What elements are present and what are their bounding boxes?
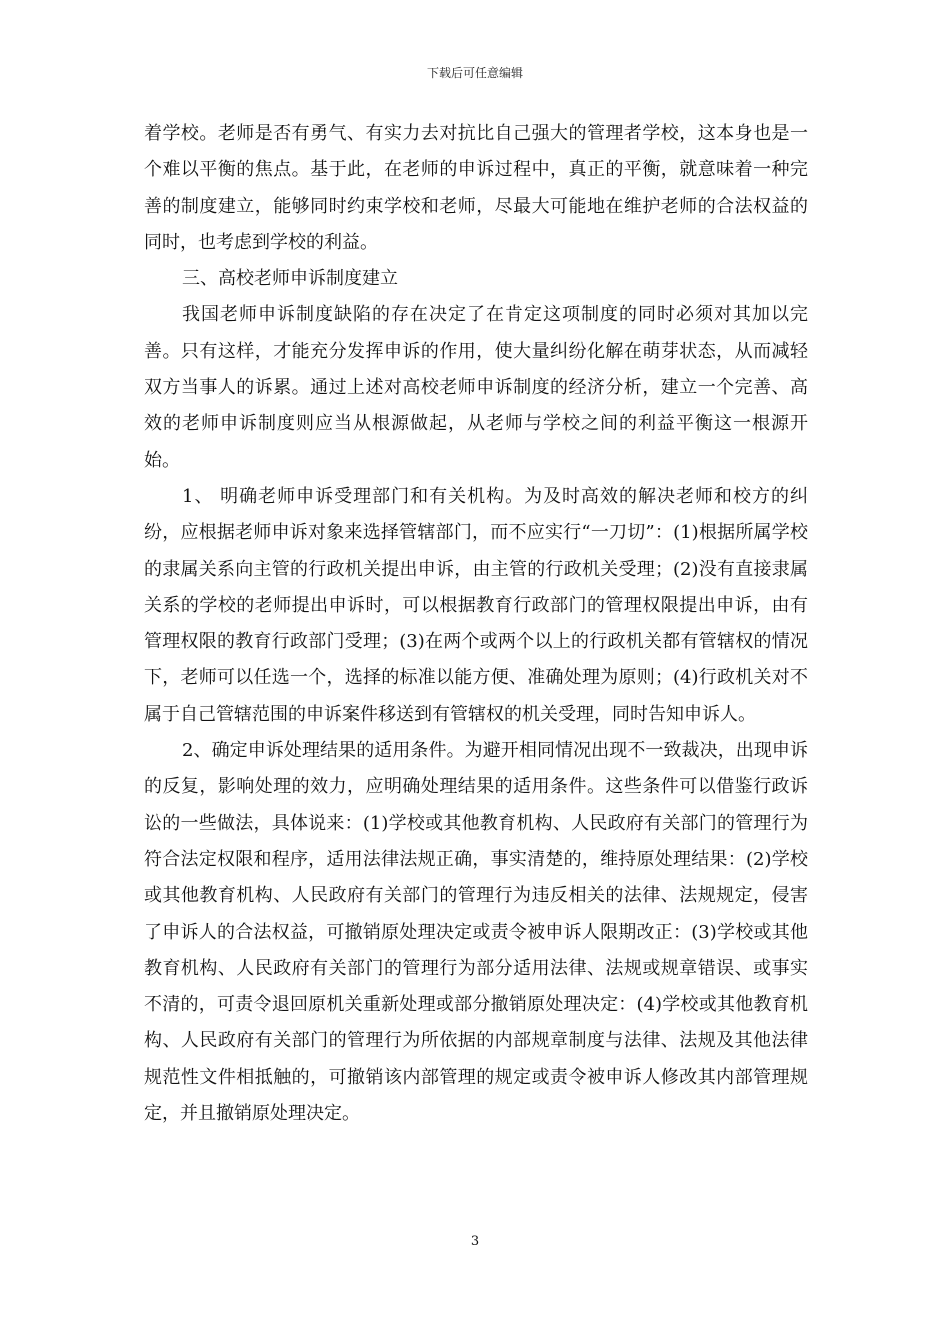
document-body xyxy=(144,116,808,1132)
paragraph-item-2: 2、确定申诉处理结果的适用条件。为避开相同情况出现不一致裁决，出现申诉的反复，影响处理的效力，应明确处理结果的适用条件。这些条件可以借鉴行政诉讼的一些做法，具体说来：(1)学校或其他教育机构、人民政府有关部门的管理行为符合法定权限和程序，适用法律法规正确，事实清楚的，维持原处理结果：(2)学校或其他教育机构、人民政府有关部门的管理行为违反相关的法律、法规规定，侵害了申诉人的合法权益，可撤销原处理决定或责令被申诉人限期改正：(3)学校或其他教育机构、人民政府有关部门的管理行为部分适用法律、法规或规章错误、或事实不清的，可责令退回原机关重新处理或部分撤销原处理决定：(4)学校或其他教育机构、人民政府有关部门的管理行为所依据的内部规章制度与法律、法规及其他法律规范性文件相抵触的，可撤销该内部管理的规定或责令被申诉人修改其内部管理规定，并且撤销原处理决定。 xyxy=(144,740,808,1125)
paragraph-item-1: 1、 明确老师申诉受理部门和有关机构。为及时高效的解决老师和校方的纠纷，应根据老师申诉对象来选择管辖部门，而不应实行“一刀切”：(1)根据所属学校的隶属关系向主管的行政机关提出申诉，由主管的行政机关受理；(2)没有直接隶属关系的学校的老师提出申诉时，可以根据教育行政部门的管理权限提出申诉，由有管理权限的教育行政部门受理；(3)在两个或两个以上的行政机关都有管辖权的情况下，老师可以任选一个，选择的标准以能方便、准确处理为原则；(4)行政机关对不属于自己管辖范围的申诉案件移送到有管辖权的机关受理，同时告知申诉人。 xyxy=(144,485,808,725)
paragraph-continuation: 着学校。老师是否有勇气、有实力去对抗比自己强大的管理者学校，这本身也是一个难以平衡的焦点。基于此，在老师的申诉过程中，真正的平衡，就意味着一种完善的制度建立，能够同时约束学校和老师，尽最大可能地在维护老师的合法权益的同时，也考虑到学校的利益。 xyxy=(144,123,808,253)
paragraph-intro: 我国老师申诉制度缺陷的存在决定了在肯定这项制度的同时必须对其加以完善。只有这样，才能充分发挥申诉的作用，使大量纠纷化解在萌芽状态，从而减轻双方当事人的诉累。通过上述对高校老师申诉制度的经济分析，建立一个完善、高效的老师申诉制度则应当从根源做起，从老师与学校之间的利益平衡这一根源开始。 xyxy=(144,304,808,471)
section-heading: 三、高校老师申诉制度建立 xyxy=(182,268,398,290)
page-header: 下载后可任意编辑 xyxy=(426,66,523,80)
page-number: 3 xyxy=(470,1234,480,1249)
